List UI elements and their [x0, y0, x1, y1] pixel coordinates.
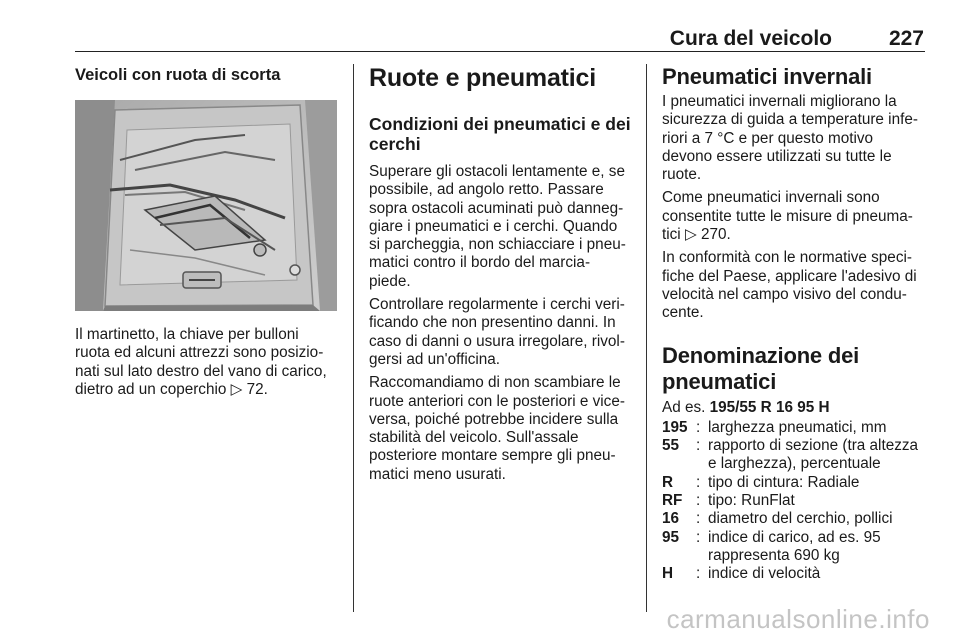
- paragraph-line: tici ▷ 270.: [662, 226, 731, 244]
- spec-separator: :: [696, 565, 701, 583]
- paragraph-line: sicurezza di guida a temperature infe-: [662, 111, 918, 129]
- trunk-jack-photo: [75, 100, 337, 311]
- spec-value: [708, 474, 927, 492]
- spec-key: 16: [662, 510, 680, 528]
- photo-caption-line: Il martinetto, la chiave per bulloni: [75, 326, 299, 343]
- paragraph-line: posteriore montare sempre gli pneu-: [369, 447, 616, 465]
- spec-value: [708, 492, 927, 510]
- example-prefix: Ad es.: [662, 398, 706, 416]
- section-title: Cura del veicolo: [669, 27, 832, 50]
- spec-value-line: e larghezza), percentuale: [708, 455, 881, 473]
- spec-value-line: tipo di cintura: Radiale: [708, 473, 860, 491]
- paragraph-line: cente.: [662, 304, 704, 322]
- spec-key: RF: [662, 492, 683, 510]
- winter-tyres-heading: Pneumatici invernali: [662, 64, 872, 89]
- tyre-condition-subtitle: Condizioni dei pneumatici e dei: [369, 114, 631, 134]
- spec-value-line: rappresenta 690 kg: [708, 546, 840, 564]
- page-number: 227: [888, 27, 924, 50]
- spec-value: [708, 419, 927, 437]
- paragraph-line: In conformità con le normative speci-: [662, 249, 912, 267]
- spec-key: 95: [662, 528, 680, 546]
- spec-row: [662, 565, 927, 583]
- paragraph-line: ficando che non presentino danni. In: [369, 314, 616, 332]
- page-header: [75, 24, 925, 52]
- paragraph-line: matici meno usurati.: [369, 465, 506, 483]
- spec-row: [662, 492, 927, 510]
- paragraph-line: I pneumatici invernali migliorano la: [662, 93, 897, 110]
- spec-value: [708, 510, 927, 528]
- watermark: carmanualsonline.info: [666, 604, 930, 634]
- paragraph-line: giare i pneumatici e i cerchi. Quando: [369, 217, 618, 235]
- spec-row: [662, 510, 927, 528]
- paragraph-line: versa, poiché potrebbe incidere sulla: [369, 410, 619, 428]
- column-1: [75, 60, 337, 399]
- paragraph-line: fiche del Paese, applicare l'adesivo di: [662, 267, 917, 285]
- paragraph-line: ruote anteriori con le posteriori e vice-: [369, 392, 625, 410]
- spec-value-line: larghezza pneumatici, mm: [708, 418, 887, 436]
- spec-row: [662, 474, 927, 492]
- spare-wheel-heading: Veicoli con ruota di scorta: [75, 66, 281, 84]
- paragraph-line: Controllare regolarmente i cerchi veri-: [369, 296, 625, 314]
- spec-key: H: [662, 565, 674, 583]
- spec-row: [662, 529, 927, 566]
- photo-caption-line: nati sul lato destro del vano di carico,: [75, 362, 327, 380]
- spec-key: 55: [662, 437, 680, 455]
- paragraph-line: consentite tutte le misure di pneuma-: [662, 207, 913, 225]
- column-3: [662, 60, 927, 584]
- spec-row: [662, 437, 927, 474]
- spec-separator: :: [696, 528, 701, 546]
- paragraph-line: caso di danni o usura irregolare, rivol-: [369, 332, 625, 350]
- trunk-jack-illustration: [75, 100, 337, 311]
- tyre-designation-heading: pneumatici: [662, 368, 777, 394]
- spec-list: [662, 419, 927, 584]
- example-line: [662, 399, 927, 417]
- paragraph-line: possibile, ad angolo retto. Passare: [369, 181, 604, 199]
- spec-separator: :: [696, 473, 701, 491]
- spec-value-line: rapporto di sezione (tra altezza: [708, 437, 919, 455]
- paragraph-line: riori a 7 °C e per questo motivo: [662, 129, 874, 147]
- paragraph-line: sopra ostacoli acuminati può danneg-: [369, 199, 624, 217]
- photo-caption-line: dietro ad un coperchio ▷ 72.: [75, 380, 268, 398]
- paragraph-line: piede.: [369, 272, 411, 290]
- spec-value-line: tipo: RunFlat: [708, 492, 795, 510]
- spec-value-line: indice di carico, ad es. 95: [708, 528, 881, 546]
- column-divider: [353, 64, 354, 612]
- spec-key: R: [662, 473, 674, 491]
- spec-key: 195: [662, 418, 688, 436]
- spec-separator: :: [696, 437, 701, 455]
- tyre-designation-heading: Denominazione dei: [662, 342, 860, 368]
- spec-separator: :: [696, 418, 701, 436]
- spec-value: [708, 565, 927, 583]
- paragraph-line: si parcheggia, non schiacciare i pneu-: [369, 236, 626, 254]
- column-2: [369, 60, 632, 484]
- spec-row: [662, 419, 927, 437]
- paragraph-line: ruote.: [662, 166, 702, 184]
- paragraph-line: velocità nel campo visivo del condu-: [662, 285, 907, 303]
- paragraph-line: stabilità del veicolo. Sull'assale: [369, 429, 579, 447]
- spec-value: [708, 437, 927, 474]
- column-divider: [646, 64, 647, 612]
- spec-separator: :: [696, 492, 701, 510]
- paragraph-line: gersi ad un'officina.: [369, 350, 501, 368]
- tyre-condition-subtitle: cerchi: [369, 134, 421, 154]
- spec-separator: :: [696, 510, 701, 528]
- spec-value: [708, 529, 927, 566]
- spec-value-line: indice di velocità: [708, 565, 821, 583]
- paragraph-line: Come pneumatici invernali sono: [662, 189, 880, 207]
- photo-caption-line: ruota ed alcuni attrezzi sono posizio-: [75, 344, 324, 362]
- spec-value-line: diametro del cerchio, pollici: [708, 510, 893, 528]
- paragraph-line: devono essere utilizzati su tutte le: [662, 147, 892, 165]
- paragraph-line: matici contro il bordo del marcia-: [369, 254, 591, 272]
- paragraph-line: Superare gli ostacoli lentamente e, se: [369, 163, 625, 180]
- paragraph-line: Raccomandiamo di non scambiare le: [369, 374, 621, 392]
- wheels-tyres-title: Ruote e pneumatici: [369, 64, 596, 92]
- example-value: 195/55 R 16 95 H: [709, 398, 830, 416]
